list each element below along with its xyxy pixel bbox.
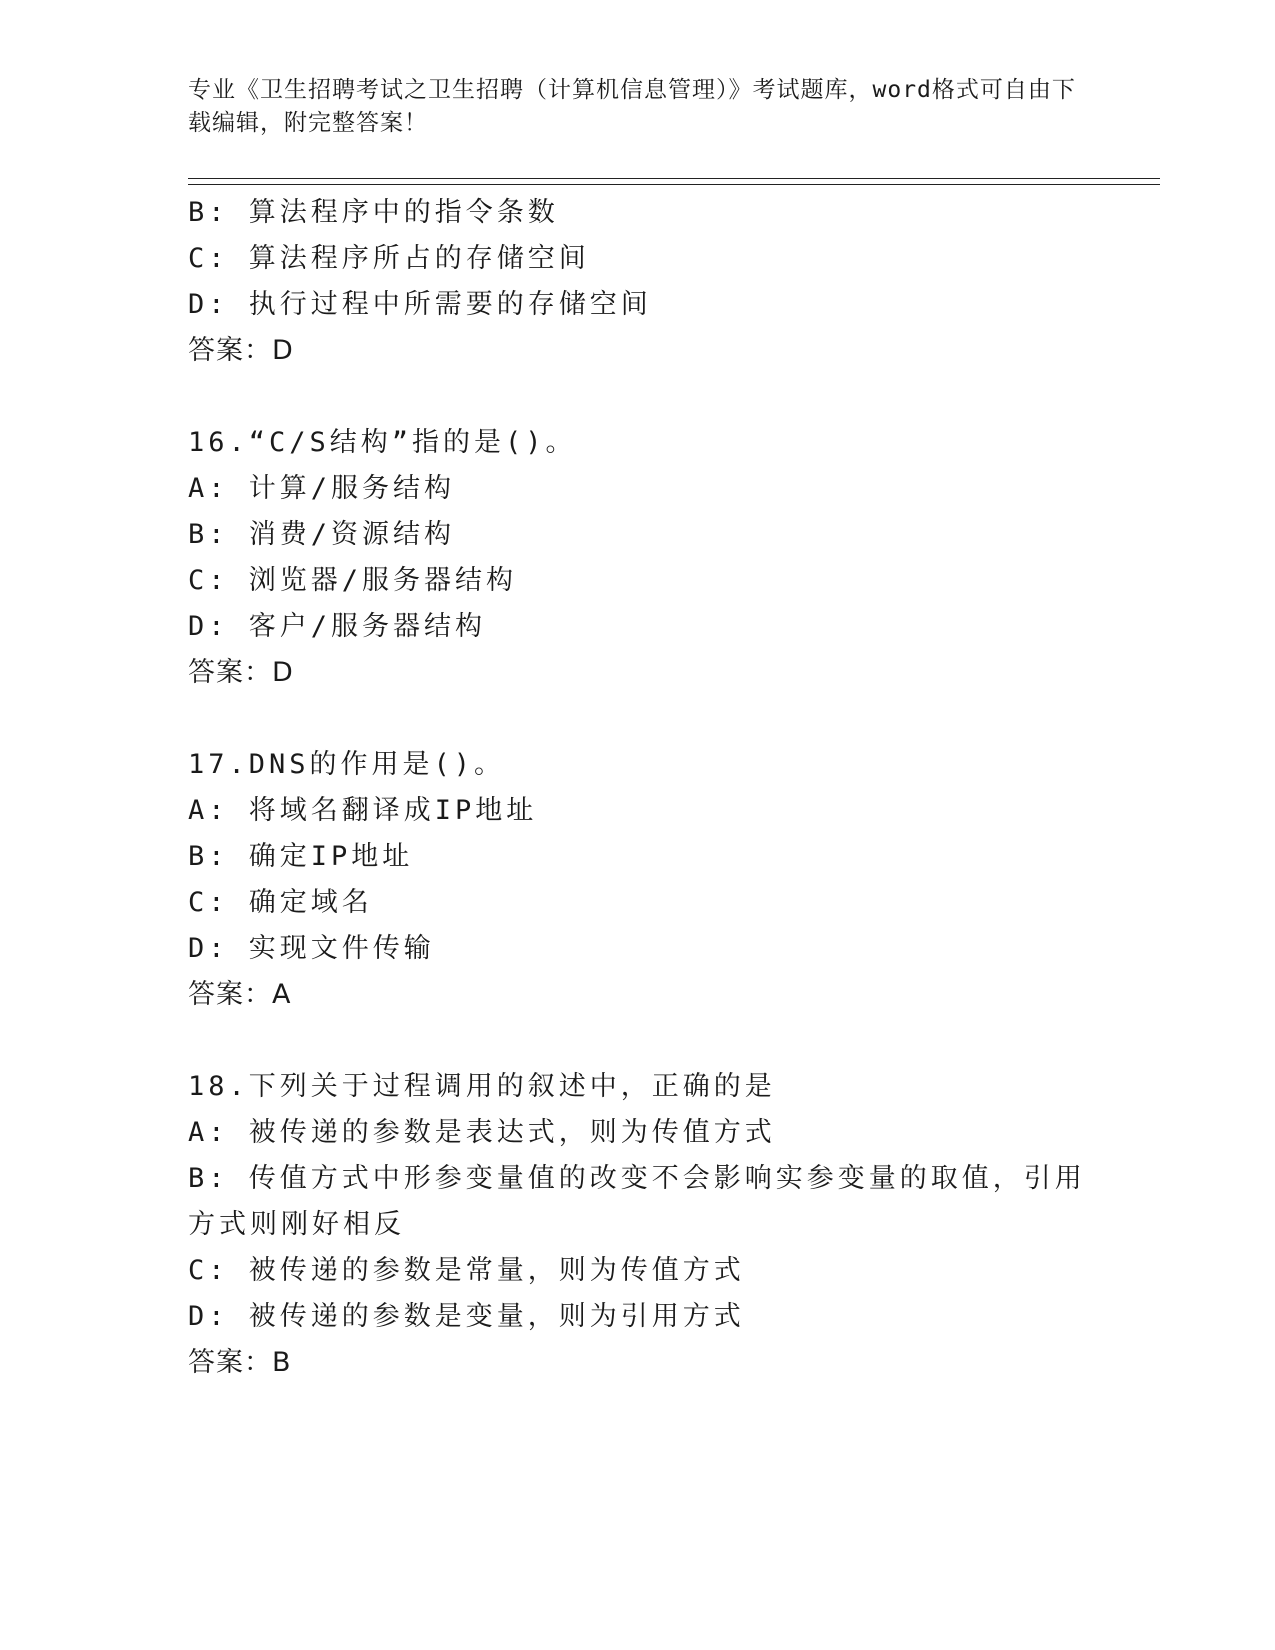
option-a: A: 将域名翻译成IP地址 xyxy=(188,795,538,826)
question-16 xyxy=(188,420,1108,696)
answer: 答案：A xyxy=(188,979,292,1010)
question-stem: 18.下列关于过程调用的叙述中，正确的是 xyxy=(188,1071,776,1102)
question-17 xyxy=(188,742,1108,1018)
answer: 答案：D xyxy=(188,335,294,366)
option-d: D: 被传递的参数是变量，则为引用方式 xyxy=(188,1301,745,1332)
option-c: C: 确定域名 xyxy=(188,887,373,918)
option-d: D: 实现文件传输 xyxy=(188,933,435,964)
option-c: C: 浏览器/服务器结构 xyxy=(188,565,518,596)
option-b: B: 传值方式中形参变量值的改变不会影响实参变量的取值，引用方式则刚好相反 xyxy=(188,1163,1086,1240)
document-header: 专业《卫生招聘考试之卫生招聘（计算机信息管理）》考试题库，word格式可自由下载编辑，附完整答案！ xyxy=(188,77,1076,136)
option-a: A: 计算/服务结构 xyxy=(188,473,456,504)
question-18 xyxy=(188,1064,1108,1386)
question-stem: 16.“C/S结构”指的是()。 xyxy=(188,427,577,458)
option-c: C: 被传递的参数是常量，则为传值方式 xyxy=(188,1255,745,1286)
question-stem: 17.DNS的作用是()。 xyxy=(188,749,506,780)
option-b: B: 算法程序中的指令条数 xyxy=(188,197,559,228)
option-b: B: 确定IP地址 xyxy=(188,841,414,872)
option-d: D: 执行过程中所需要的存储空间 xyxy=(188,289,652,320)
option-a: A: 被传递的参数是表达式，则为传值方式 xyxy=(188,1117,776,1148)
header-divider-top xyxy=(188,178,1160,179)
option-b: B: 消费/资源结构 xyxy=(188,519,456,550)
answer: 答案：B xyxy=(188,1347,292,1378)
question-15-continued xyxy=(188,190,1108,374)
answer: 答案：D xyxy=(188,657,294,688)
option-c: C: 算法程序所占的存储空间 xyxy=(188,243,590,274)
header-divider-bottom xyxy=(188,184,1160,185)
option-d: D: 客户/服务器结构 xyxy=(188,611,487,642)
question-list xyxy=(188,190,1108,1386)
